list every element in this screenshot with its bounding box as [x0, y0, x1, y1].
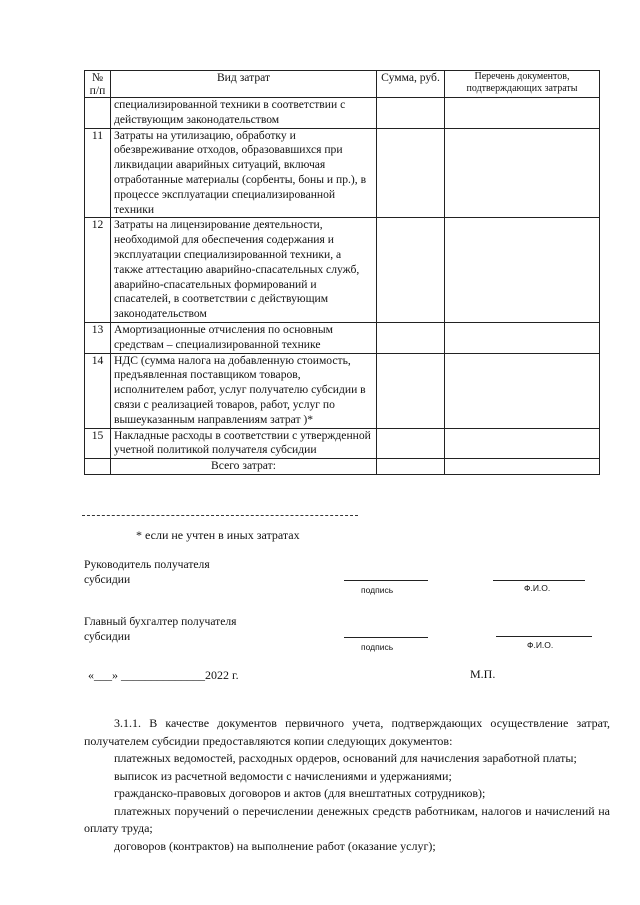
row-num: 13 [85, 322, 111, 353]
row-text: Затраты на лицензирование деятельности, необходимой для обеспечения содержания и эксплуатации специализированной техники, а также аттестацию аварийно-спасательных служб, аварийно-спасательных формирований и спасателей, в соответствии с действующим законодательством [111, 218, 377, 323]
total-label: Всего затрат: [111, 459, 377, 475]
row-text: Затраты на утилизацию, обработку и обезвреживание отходов, образовавшихся при ликвидации аварийных ситуаций, включая отработанные материалы (сорбенты, боны и пр.), в процессе эксплуатации специализированной техники [111, 128, 377, 218]
costs-table [84, 70, 600, 475]
total-docs [445, 459, 600, 475]
date-line: «___» ______________2022 г. [88, 668, 239, 682]
accountant-fio-caption: Ф.И.О. [527, 640, 554, 650]
row-docs [445, 428, 600, 459]
header-num: № п/п [85, 71, 111, 98]
header-docs: Перечень документов, подтверждающих затраты [445, 71, 600, 98]
footnote: * если не учтен в иных затратах [136, 528, 300, 542]
head-label: Руководитель получателя субсидии [84, 558, 210, 586]
row-sum [377, 128, 445, 218]
list-item: гражданско-правовых договоров и актов (для внештатных сотрудников); [114, 786, 486, 800]
row-docs [445, 322, 600, 353]
row-text: Накладные расходы в соответствии с утвержденной учетной политикой получателя субсидии [111, 428, 377, 459]
section-intro: 3.1.1. В качестве документов первичного учета, подтверждающих осуществление затрат, получателем субсидии предоставляются копии следующих документов: [84, 716, 610, 748]
accountant-fio-line [496, 636, 592, 637]
header-type: Вид затрат [111, 71, 377, 98]
head-signature-line [344, 580, 428, 581]
head-fio-caption: Ф.И.О. [524, 583, 551, 593]
list-item: договоров (контрактов) на выполнение работ (оказание услуг); [114, 838, 436, 853]
row-num: 11 [85, 128, 111, 218]
row-text: специализированной техники в соответствии с действующим законодательством [111, 98, 377, 129]
header-sum: Сумма, руб. [377, 71, 445, 98]
row-text: Амортизационные отчисления по основным средствам – специализированной технике [111, 322, 377, 353]
table-row [85, 353, 600, 428]
table-row [85, 428, 600, 459]
row-sum [377, 322, 445, 353]
accountant-label: Главный бухгалтер получателя субсидии [84, 615, 237, 643]
row-sum [377, 353, 445, 428]
list-item: платежных ведомостей, расходных ордеров, оснований для начисления заработной платы; [114, 751, 577, 765]
head-fio-line [493, 580, 585, 581]
row-sum [377, 428, 445, 459]
row-docs [445, 98, 600, 129]
table-row [85, 128, 600, 218]
total-sum [377, 459, 445, 475]
row-sum [377, 218, 445, 323]
list-item: выписок из расчетной ведомости с начислениями и удержаниями; [114, 768, 452, 783]
stamp-label: М.П. [470, 667, 496, 681]
table-row [85, 322, 600, 353]
row-docs [445, 128, 600, 218]
table-header-row [85, 71, 600, 98]
accountant-signature-caption: подпись [361, 642, 394, 652]
table-row [85, 218, 600, 323]
footnote-divider [82, 515, 358, 516]
list-item: платежных поручений о перечислении денежных средств работникам, налогов и начислений на оплату труда; [84, 803, 610, 835]
row-sum [377, 98, 445, 129]
table-total-row [85, 459, 600, 475]
row-text: НДС (сумма налога на добавленную стоимость, предъявленная поставщиком товаров, исполнителем работ, услуг получателю субсидии в связи с реализацией товаров, работ, услуг по вышеуказанным направлениям затрат )* [111, 353, 377, 428]
section-3-1-1 [84, 715, 610, 855]
row-num: 14 [85, 353, 111, 428]
row-docs [445, 218, 600, 323]
head-signature-caption: подпись [361, 585, 394, 595]
table-row [85, 98, 600, 129]
row-num [85, 98, 111, 129]
row-num: 15 [85, 428, 111, 459]
accountant-signature-line [344, 637, 428, 638]
row-docs [445, 353, 600, 428]
row-num: 12 [85, 218, 111, 323]
